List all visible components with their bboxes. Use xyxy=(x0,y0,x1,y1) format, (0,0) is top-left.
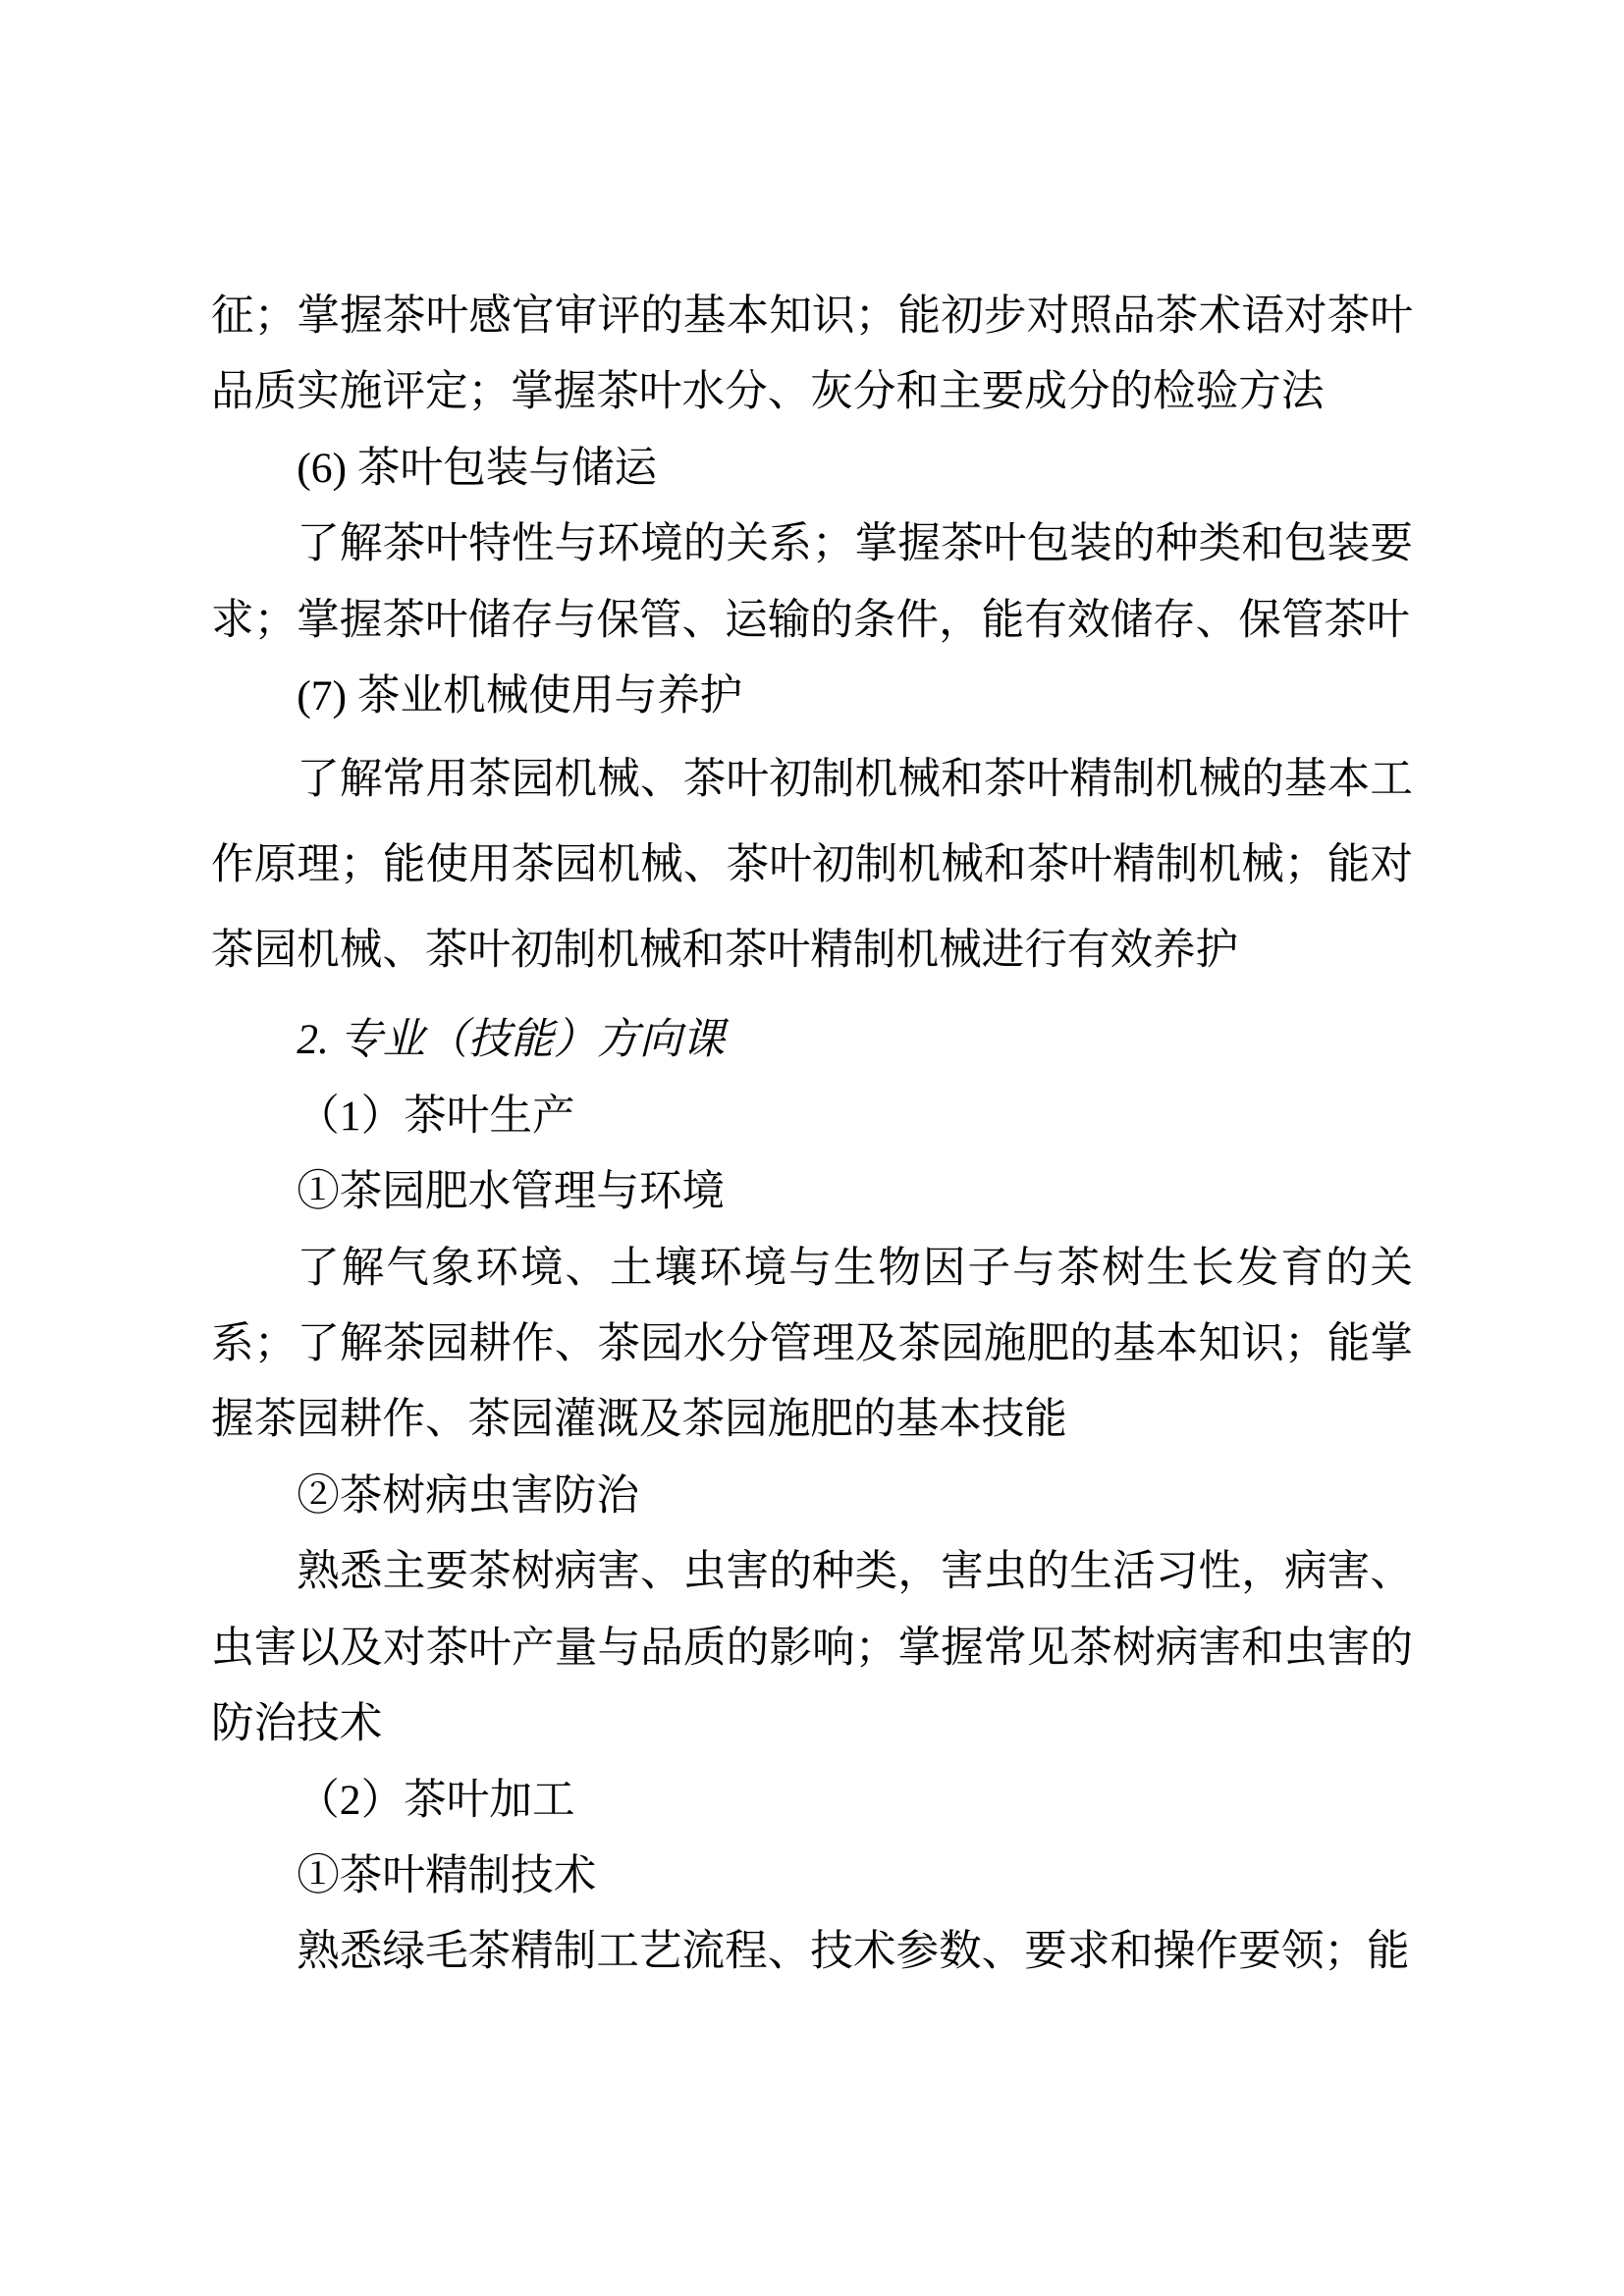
body-paragraph-continuation: 征；掌握茶叶感官审评的基本知识；能初步对照品茶术语对茶叶品质实施评定；掌握茶叶水分、灰分和主要成分的检验方法 xyxy=(211,293,1413,416)
subsubheading-tea-garden-fertilizer-water: ①茶园肥水管理与环境 xyxy=(297,1168,726,1216)
document-text-block xyxy=(211,279,1413,1991)
section-heading-skill-direction-courses: 2. 专业（技能）方向课 xyxy=(297,1016,726,1064)
body-paragraph-tea-garden-environment: 了解气象环境、土壤环境与生物因子与茶树生长发育的关系；了解茶园耕作、茶园水分管理及茶园施肥的基本知识；能掌握茶园耕作、茶园灌溉及茶园施肥的基本技能 xyxy=(211,1244,1413,1444)
subheading-6-tea-packaging-storage: (6) 茶叶包装与储运 xyxy=(297,444,658,492)
subheading-7-tea-machinery: (7) 茶业机械使用与养护 xyxy=(297,672,743,721)
subsubheading-tea-refining-technique: ①茶叶精制技术 xyxy=(297,1851,597,1899)
body-paragraph-tea-machinery: 了解常用茶园机械、茶叶初制机械和茶叶精制机械的基本工作原理；能使用茶园机械、茶叶初制机械和茶叶精制机械；能对茶园机械、茶叶初制机械和茶叶精制机械进行有效养护 xyxy=(211,756,1413,975)
body-paragraph-tea-pest-control: 熟悉主要茶树病害、虫害的种类，害虫的生活习性，病害、虫害以及对茶叶产量与品质的影响；掌握常见茶树病害和虫害的防治技术 xyxy=(211,1548,1413,1748)
body-paragraph-tea-refining: 熟悉绿毛茶精制工艺流程、技术参数、要求和操作要领；能 xyxy=(297,1928,1410,1976)
body-paragraph-tea-packaging: 了解茶叶特性与环境的关系；掌握茶叶包装的种类和包装要求；掌握茶叶储存与保管、运输的条件，能有效储存、保管茶叶 xyxy=(211,520,1413,644)
subheading-1-tea-production: （1）茶叶生产 xyxy=(297,1092,575,1140)
subsubheading-tea-pest-control: ②茶树病虫害防治 xyxy=(297,1471,639,1520)
subheading-2-tea-processing: （2）茶叶加工 xyxy=(297,1776,575,1824)
